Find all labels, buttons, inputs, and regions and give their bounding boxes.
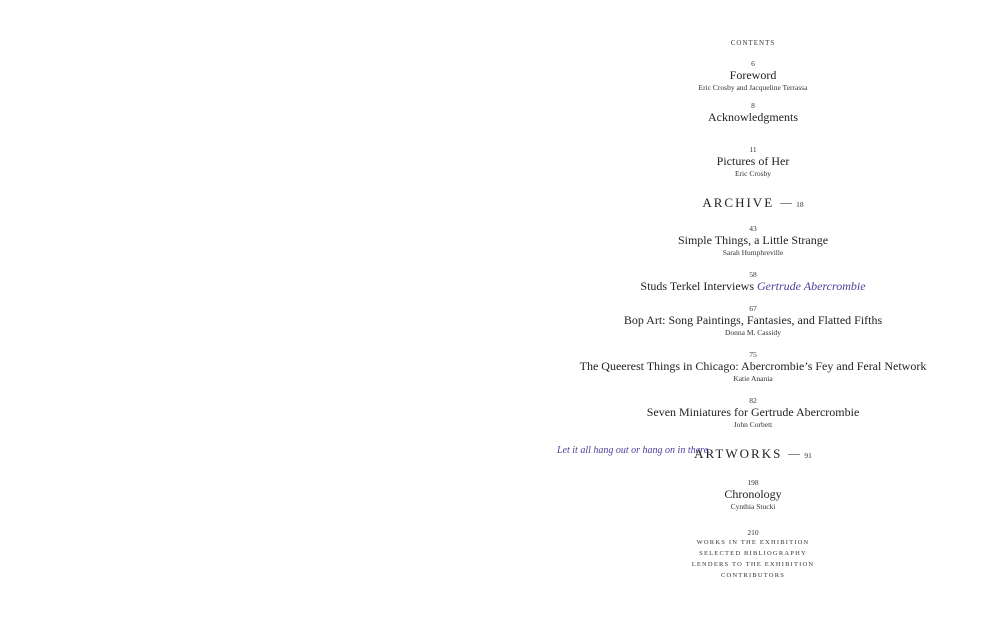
section-name: ARCHIVE [702, 195, 775, 210]
toc-entry-studs-terkel[interactable] [503, 270, 1000, 294]
toc-title: Pictures of Her [716, 154, 790, 168]
toc-title-plain: Studs Terkel Interviews [640, 279, 758, 293]
toc-author: Katie Anania [733, 374, 773, 383]
toc-title: Seven Miniatures for Gertrude Abercrombie [646, 405, 860, 419]
backmatter-item-lenders[interactable]: LENDERS TO THE EXHIBITION [691, 561, 815, 568]
toc-author: Sarah Humphreville [722, 248, 784, 257]
toc-title: Foreword [729, 68, 777, 82]
toc-page-number: 11 [749, 145, 757, 154]
backmatter-item-bibliography[interactable]: SELECTED BIBLIOGRAPHY [699, 550, 807, 557]
toc-entry-foreword[interactable] [503, 59, 1000, 93]
toc-entry-bop-art[interactable] [503, 304, 1000, 338]
toc-title: The Queerest Things in Chicago: Abercrombie’s Fey and Feral Network [579, 359, 927, 373]
toc-page-number: 67 [749, 304, 757, 313]
toc-author: Eric Crosby and Jacqueline Terrassa [698, 83, 808, 92]
section-page-number: 18 [796, 200, 804, 209]
toc-page-number: 43 [749, 224, 757, 233]
toc-entry-acknowledgments[interactable] [503, 101, 1000, 125]
section-name: ARTWORKS [694, 446, 783, 461]
backmatter-item-contributors[interactable]: CONTRIBUTORS [720, 572, 786, 579]
toc-page-number: 6 [751, 59, 755, 68]
backmatter [553, 528, 953, 581]
toc-title-accent: Gertrude Abercrombie [757, 279, 866, 293]
backmatter-page-number: 210 [747, 528, 759, 537]
toc-title [503, 279, 1000, 294]
toc-title: Bop Art: Song Paintings, Fantasies, and Flatted Fifths [623, 313, 883, 327]
toc-entry-seven-miniatures[interactable] [503, 396, 1000, 430]
section-dash [780, 203, 792, 204]
contents-heading: CONTENTS [730, 39, 776, 47]
toc-page-number: 8 [751, 101, 755, 110]
toc-title: Simple Things, a Little Strange [677, 233, 829, 247]
backmatter-item-works[interactable]: WORKS IN THE EXHIBITION [696, 539, 810, 546]
toc-page-number: 198 [747, 478, 759, 487]
toc-entry-chronology[interactable] [503, 478, 1000, 512]
toc-entry-pictures-of-her[interactable] [503, 145, 1000, 179]
toc-title: Chronology [724, 487, 782, 501]
toc-page-number: 82 [749, 396, 757, 405]
toc-page-number: 75 [749, 350, 757, 359]
toc-entry-simple-things[interactable] [503, 224, 1000, 258]
toc-author: Donna M. Cassidy [724, 328, 782, 337]
toc-title: Acknowledgments [708, 110, 798, 124]
pull-quote: Let it all hang out or hang on in there. [557, 445, 711, 456]
toc-author: John Corbett [733, 420, 773, 429]
section-page-number: 91 [804, 451, 812, 460]
section-artworks[interactable] [503, 445, 1000, 463]
section-dash [788, 454, 800, 455]
toc-author: Cynthia Stucki [730, 502, 776, 511]
toc-author: Eric Crosby [734, 169, 772, 178]
toc-page-number: 58 [749, 270, 757, 279]
toc-entry-queerest-things[interactable] [503, 350, 1000, 384]
section-archive[interactable] [503, 194, 1000, 212]
